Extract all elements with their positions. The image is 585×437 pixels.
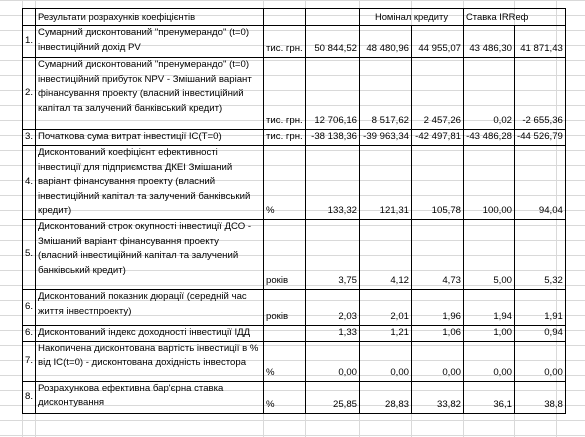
- value-cell[interactable]: -39 963,34: [360, 130, 412, 146]
- row-number[interactable]: 7.: [23, 341, 36, 381]
- table-row: [23, 219, 566, 289]
- row-number[interactable]: 4.: [23, 146, 36, 220]
- header-title[interactable]: Результати розрахунків коефіцієнтів: [36, 9, 264, 26]
- value-cell[interactable]: 8 517,62: [360, 58, 412, 130]
- row-number[interactable]: 2.: [23, 58, 36, 130]
- value-cell[interactable]: 1,06: [412, 325, 464, 341]
- row-number[interactable]: 6.: [23, 289, 36, 325]
- value-cell[interactable]: 2,03: [306, 289, 360, 325]
- value-cell[interactable]: 36,1: [464, 381, 515, 413]
- table-row: [23, 325, 566, 341]
- value-cell[interactable]: 1,21: [360, 325, 412, 341]
- value-cell[interactable]: 0,00: [360, 341, 412, 381]
- row-unit[interactable]: %: [264, 381, 306, 413]
- value-cell[interactable]: 0,02: [464, 58, 515, 130]
- row-unit[interactable]: тис. грн.: [264, 58, 306, 130]
- row-description[interactable]: Сумарний дисконтований "пренумерандо" (t=0) інвестиційний дохід PV: [36, 26, 264, 58]
- value-cell[interactable]: 0,00: [515, 341, 566, 381]
- value-cell[interactable]: 33,82: [412, 381, 464, 413]
- table-row: [23, 26, 566, 58]
- value-cell[interactable]: -44 526,79: [515, 130, 566, 146]
- table-row: [23, 341, 566, 381]
- row-description[interactable]: Дисконтований показник дюрації (середній час життя інвестпроекту): [36, 289, 264, 325]
- value-cell[interactable]: 48 480,96: [360, 26, 412, 58]
- gridline: [0, 420, 585, 421]
- header-nominal[interactable]: Номінал кредиту: [360, 9, 464, 26]
- row-unit[interactable]: [264, 325, 306, 341]
- table-row: [23, 289, 566, 325]
- table-row: [23, 58, 566, 130]
- value-cell[interactable]: 5,32: [515, 219, 566, 289]
- row-description[interactable]: Дисконтований строк окупності інвестиції ДСО - Змішаний варіант фінансування проекту (власний інвестиційний капітал та залучений банківський кредит): [36, 219, 264, 289]
- value-cell[interactable]: 5,00: [464, 219, 515, 289]
- row-unit[interactable]: тис. грн.: [264, 26, 306, 58]
- value-cell[interactable]: 4,12: [360, 219, 412, 289]
- value-cell[interactable]: 1,00: [464, 325, 515, 341]
- value-cell[interactable]: 2,01: [360, 289, 412, 325]
- header-num-cell[interactable]: [23, 9, 36, 26]
- table-row: [23, 146, 566, 220]
- row-description[interactable]: Дисконтований індекс доходності інвестиції ІДД: [36, 325, 264, 341]
- row-number[interactable]: 6.: [23, 325, 36, 341]
- row-unit[interactable]: %: [264, 146, 306, 220]
- row-number[interactable]: 3.: [23, 130, 36, 146]
- row-unit[interactable]: років: [264, 289, 306, 325]
- value-cell[interactable]: 38,8: [515, 381, 566, 413]
- gridline: [0, 0, 585, 1]
- coefficients-table: [22, 8, 566, 414]
- value-cell[interactable]: 28,83: [360, 381, 412, 413]
- table-row: [23, 381, 566, 413]
- value-cell[interactable]: 0,00: [306, 341, 360, 381]
- header-rate[interactable]: Ставка IRReф: [464, 9, 566, 26]
- value-cell[interactable]: 121,31: [360, 146, 412, 220]
- row-description[interactable]: Розрахункова ефективна бар'єрна ставка дисконтування: [36, 381, 264, 413]
- header-unit-cell[interactable]: [264, 9, 306, 26]
- value-cell[interactable]: 2 457,26: [412, 58, 464, 130]
- value-cell[interactable]: 1,94: [464, 289, 515, 325]
- value-cell[interactable]: 4,73: [412, 219, 464, 289]
- value-cell[interactable]: -2 655,36: [515, 58, 566, 130]
- value-cell[interactable]: -38 138,36: [306, 130, 360, 146]
- header-blank-cell[interactable]: [306, 9, 360, 26]
- row-unit[interactable]: тис. грн.: [264, 130, 306, 146]
- table-row: [23, 130, 566, 146]
- value-cell[interactable]: 1,33: [306, 325, 360, 341]
- value-cell[interactable]: 133,32: [306, 146, 360, 220]
- gridline: [0, 435, 585, 436]
- value-cell[interactable]: 3,75: [306, 219, 360, 289]
- value-cell[interactable]: 41 871,43: [515, 26, 566, 58]
- value-cell[interactable]: 100,00: [464, 146, 515, 220]
- value-cell[interactable]: 50 844,52: [306, 26, 360, 58]
- value-cell[interactable]: 25,85: [306, 381, 360, 413]
- value-cell[interactable]: 44 955,07: [412, 26, 464, 58]
- value-cell[interactable]: 1,91: [515, 289, 566, 325]
- row-unit[interactable]: %: [264, 341, 306, 381]
- value-cell[interactable]: 0,94: [515, 325, 566, 341]
- row-description[interactable]: Початкова сума витрат інвестиції IC(T=0): [36, 130, 264, 146]
- value-cell[interactable]: 0,00: [464, 341, 515, 381]
- row-description[interactable]: Дисконтований коефіцієнт ефективності інвестиції для підприємства ДКЕІ Змішаний варіант фінансування проекту (власний інвестиційний капітал та залучений банківський кредит): [36, 146, 264, 220]
- header-row: [23, 9, 566, 26]
- value-cell[interactable]: -43 486,28: [464, 130, 515, 146]
- row-number[interactable]: 8.: [23, 381, 36, 413]
- row-number[interactable]: 5.: [23, 219, 36, 289]
- row-unit[interactable]: років: [264, 219, 306, 289]
- value-cell[interactable]: 1,96: [412, 289, 464, 325]
- row-description[interactable]: Накопичена дисконтована вартість інвестиції в % від IC(t=0) - дисконтована дохідність інвестора: [36, 341, 264, 381]
- value-cell[interactable]: 43 486,30: [464, 26, 515, 58]
- value-cell[interactable]: 94,04: [515, 146, 566, 220]
- value-cell[interactable]: 0,00: [412, 341, 464, 381]
- row-number[interactable]: 1.: [23, 26, 36, 58]
- row-description[interactable]: Сумарний дисконтований "пренумерандо" (t=0) інвестиційний прибуток NPV - Змішаний варіант фінансування проекту (власний інвестиційний капітал та залучений банківський кредит): [36, 58, 264, 130]
- value-cell[interactable]: 105,78: [412, 146, 464, 220]
- value-cell[interactable]: -42 497,81: [412, 130, 464, 146]
- value-cell[interactable]: 12 706,16: [306, 58, 360, 130]
